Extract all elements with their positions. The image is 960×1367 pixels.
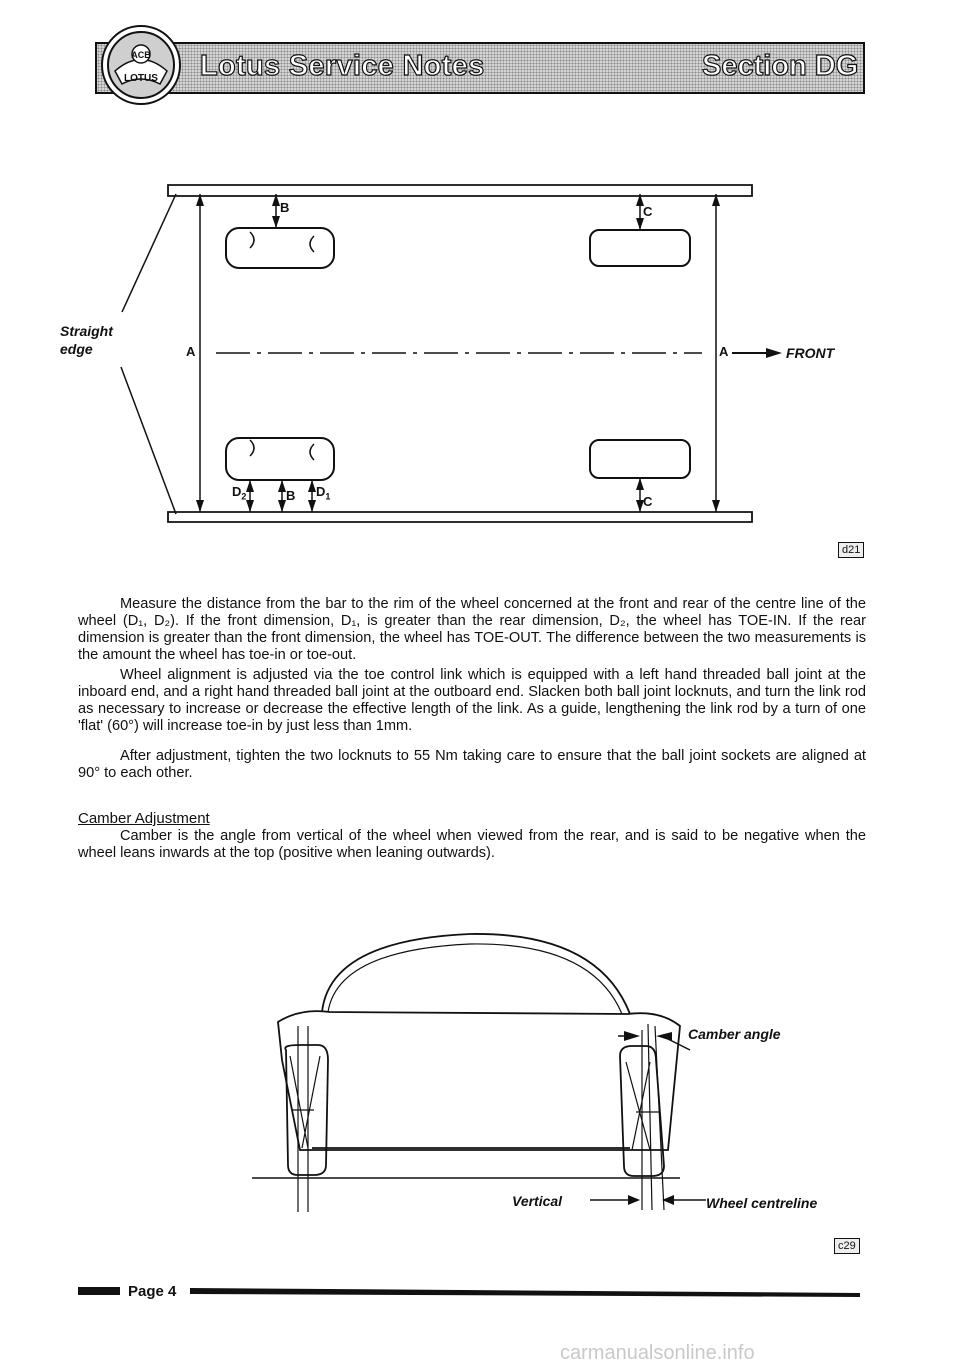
page-number: Page 4 xyxy=(128,1283,177,1300)
camber-angle-label: Camber angle xyxy=(688,1026,781,1042)
paragraph-toe: Measure the distance from the bar to the rim of the wheel concerned at the front and rear of the centre line of the wheel (D₁, D₂). If the front dimension, D₁, is greater than the rear dimension, D₂, the wheel has TOE-IN. If the rear dimension is greater than the front dimension, the wheel has TOE-OUT. The difference between the two measurements is the amount the wheel has toe-in or toe-out. xyxy=(78,596,866,663)
label-d1: $D_1$ xyxy=(316,484,331,502)
label-a-right: A xyxy=(719,344,729,359)
car-roof xyxy=(322,934,630,1014)
paragraph-locknuts: After adjustment, tighten the two locknuts to 55 Nm taking care to ensure that the ball joint sockets are aligned at 90° to each other. xyxy=(78,748,866,781)
front-label: FRONT xyxy=(786,345,835,361)
watermark: carmanualsonline.info xyxy=(560,1342,755,1364)
svg-text:ACB: ACB xyxy=(131,50,151,60)
figure-ref-c29: c29 xyxy=(834,1238,860,1254)
footer-rule xyxy=(190,1284,860,1300)
header-section: Section DG xyxy=(702,50,859,82)
label-c-bottom: C xyxy=(643,494,653,509)
paragraph-alignment: Wheel alignment is adjusted via the toe control link which is equipped with a left hand threaded ball joint at the inboard end, and a right hand threaded ball joint at the outboard end. Slacken both ball joint locknuts, and turn the link rod as necessary to increase or decrease the effective length of the link. As a guide, lengthening the link rod by a turn of one 'flat' (60°) will increase toe-in by just less than 1mm. xyxy=(78,667,866,734)
paragraph-camber: Camber is the angle from vertical of the wheel when viewed from the rear, and is said to be negative when the wheel leans inwards at the top (positive when leaning outwards). xyxy=(78,828,866,861)
car-body xyxy=(278,1011,680,1150)
label-b-bottom: B xyxy=(286,488,296,503)
svg-text:LOTUS: LOTUS xyxy=(124,73,158,84)
camber-heading: Camber Adjustment xyxy=(78,810,210,827)
vertical-label: Vertical xyxy=(512,1193,563,1209)
header-title: Lotus Service Notes xyxy=(200,50,485,82)
label-b-top: B xyxy=(280,200,290,215)
footer-bar-left xyxy=(78,1287,120,1295)
label-c-top: C xyxy=(643,204,653,219)
figure-ref-d21: d21 xyxy=(838,542,864,558)
label-d2: $D_2$ xyxy=(232,484,247,502)
straight-edge-label: Straight edge xyxy=(60,323,113,357)
label-a-left: A xyxy=(186,344,196,359)
wheel-centreline-label: Wheel centreline xyxy=(706,1195,818,1211)
